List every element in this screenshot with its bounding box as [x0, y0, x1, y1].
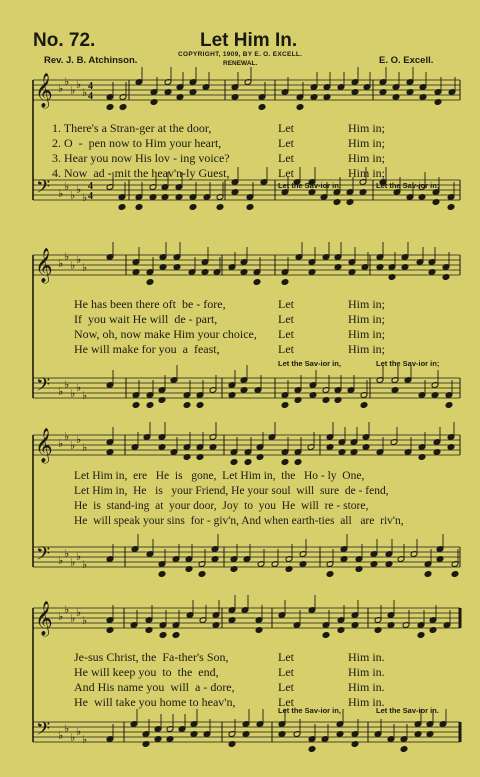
treble-note: [281, 459, 289, 466]
lyric-line: Him in.: [348, 680, 385, 694]
flat-sign: ♭: [64, 76, 70, 88]
bass-note: [132, 402, 140, 409]
flat-sign: ♭: [82, 87, 88, 99]
lyric-line: Let: [278, 312, 294, 326]
flat-sign: ♭: [58, 188, 64, 200]
flat-sign: ♭: [70, 190, 76, 202]
treble-note: [230, 459, 238, 466]
time-signature: 4: [88, 81, 93, 92]
flat-sign: ♭: [58, 611, 64, 623]
refrain-cue: Let the Sav-ior in,: [278, 181, 341, 190]
treble-note: [417, 632, 425, 639]
refrain-cue: Let the Sav-ior in;: [376, 359, 440, 368]
lyric-line: Let: [278, 650, 294, 664]
bass-clef: 𝄢: [36, 375, 51, 400]
lyric-line: 2. O - pen now to Him your heart,: [52, 136, 222, 150]
lyric-line: 1. There's a Stran-ger at the door,: [52, 121, 212, 135]
flat-sign: ♭: [58, 438, 64, 450]
lyric-line: Him in.: [348, 695, 385, 709]
lyric-line: Let Him in, ere He is gone, Let Him in, the Ho - ly One,: [74, 470, 365, 482]
bass-note: [451, 571, 459, 578]
bass-note: [445, 402, 453, 409]
bass-note: [198, 571, 206, 578]
lyric-line: 4. Now ad - mit the heav'n-ly Guest,: [52, 166, 230, 180]
flat-sign: ♭: [70, 388, 76, 400]
lyric-line: Let: [278, 327, 294, 341]
flat-sign: ♭: [82, 615, 88, 627]
bass-note: [189, 204, 197, 211]
bass-note: [196, 402, 204, 409]
lyric-line: Let: [278, 121, 294, 135]
lyric-line: Him in;: [348, 166, 386, 180]
bass-note: [158, 571, 166, 578]
refrain-cue: Let the Sav-ior in.: [376, 706, 439, 715]
flat-sign: ♭: [64, 379, 70, 391]
lyric-line: Now, oh, now make Him your choice,: [74, 327, 257, 341]
flat-sign: ♭: [76, 726, 82, 738]
bass-note: [308, 746, 316, 753]
renewal-notice: RENEWAL.: [223, 60, 258, 67]
treble-clef: 𝄞: [35, 248, 53, 283]
flat-sign: ♭: [82, 192, 88, 204]
composer-credit: E. O. Excell.: [379, 55, 434, 66]
lyric-line: Him in.: [348, 650, 385, 664]
bass-clef: 𝄢: [36, 177, 51, 202]
lyric-line: Let: [278, 342, 294, 356]
flat-sign: ♭: [82, 734, 88, 746]
flat-sign: ♭: [82, 559, 88, 571]
bass-note: [135, 204, 143, 211]
bass-note: [246, 204, 254, 211]
copyright-notice: COPYRIGHT, 1909, BY E. O. EXCELL.: [178, 51, 303, 58]
flat-sign: ♭: [58, 730, 64, 742]
lyric-line: He is stand-ing at your door, Joy to you He will re - store,: [74, 500, 369, 512]
lyric-line: Him in;: [348, 151, 386, 165]
flat-sign: ♭: [70, 260, 76, 272]
refrain-cue: Let the Sav-ior in,: [278, 706, 341, 715]
refrain-cue: Let the Sav-ior in;: [376, 181, 440, 190]
treble-note: [258, 104, 266, 111]
bass-clef: 𝄢: [36, 719, 51, 744]
treble-note: [253, 279, 261, 286]
treble-note: [244, 459, 252, 466]
bass-note: [281, 402, 289, 409]
lyric-line: Let: [278, 297, 294, 311]
treble-note: [296, 104, 304, 111]
flat-sign: ♭: [64, 181, 70, 193]
treble-note: [322, 632, 330, 639]
lyric-line: Let: [278, 151, 294, 165]
lyric-line: Let: [278, 665, 294, 679]
treble-note: [172, 632, 180, 639]
bass-note: [118, 204, 126, 211]
lyric-line: Him in;: [348, 312, 386, 326]
flat-sign: ♭: [82, 390, 88, 402]
bass-note: [447, 204, 455, 211]
bass-note: [424, 571, 432, 578]
flat-sign: ♭: [64, 723, 70, 735]
lyric-line: He will speak your sins for - giv'n, And when earth-ties all are riv'n,: [74, 515, 404, 527]
flat-sign: ♭: [70, 557, 76, 569]
flat-sign: ♭: [76, 434, 82, 446]
bass-note: [360, 402, 368, 409]
hymn-number: No. 72.: [33, 30, 96, 51]
treble-clef: 𝄞: [35, 601, 53, 636]
flat-sign: ♭: [76, 551, 82, 563]
lyric-line: And His name you will a - dore,: [74, 680, 235, 694]
lyric-line: Him in;: [348, 136, 386, 150]
flat-sign: ♭: [70, 440, 76, 452]
flat-sign: ♭: [64, 548, 70, 560]
treble-note: [119, 104, 127, 111]
refrain-cue: Let the Sav-ior in,: [278, 359, 341, 368]
flat-sign: ♭: [64, 604, 70, 616]
treble-note: [294, 459, 302, 466]
flat-sign: ♭: [64, 431, 70, 443]
time-signature: 4: [88, 91, 93, 102]
flat-sign: ♭: [82, 442, 88, 454]
flat-sign: ♭: [64, 251, 70, 263]
bass-note: [183, 402, 191, 409]
flat-sign: ♭: [58, 83, 64, 95]
lyric-line: Let: [278, 136, 294, 150]
flat-sign: ♭: [76, 184, 82, 196]
lyric-line: 3. Hear you now His lov - ing voice?: [52, 151, 230, 165]
bass-note: [216, 204, 224, 211]
author-credit: Rev. J. B. Atchinson.: [44, 55, 138, 66]
treble-note: [281, 279, 289, 286]
flat-sign: ♭: [76, 382, 82, 394]
treble-note: [106, 104, 114, 111]
lyric-line: Je-sus Christ, the Fa-ther's Son,: [74, 650, 229, 664]
flat-sign: ♭: [58, 555, 64, 567]
treble-clef: 𝄞: [35, 73, 53, 108]
flat-sign: ♭: [70, 732, 76, 744]
flat-sign: ♭: [70, 613, 76, 625]
lyric-line: Let: [278, 695, 294, 709]
lyric-line: He will make for you a feast,: [74, 342, 220, 356]
bass-note: [400, 746, 408, 753]
time-signature: 4: [88, 191, 93, 202]
lyric-line: Him in.: [348, 665, 385, 679]
flat-sign: ♭: [82, 262, 88, 274]
treble-clef: 𝄞: [35, 428, 53, 463]
flat-sign: ♭: [76, 79, 82, 91]
flat-sign: ♭: [58, 386, 64, 398]
lyric-line: He will take you home to heav'n,: [74, 695, 236, 709]
bass-note: [146, 402, 154, 409]
bass-clef: 𝄢: [36, 544, 51, 569]
lyric-line: If you wait He will de - part,: [74, 312, 218, 326]
lyric-line: Him in;: [348, 342, 386, 356]
lyric-line: Let: [278, 680, 294, 694]
treble-note: [146, 279, 154, 286]
hymn-title: Let Him In.: [200, 30, 298, 51]
lyric-line: He will keep you to the end,: [74, 665, 219, 679]
lyric-line: He has been there oft be - fore,: [74, 297, 226, 311]
lyric-line: Him in;: [348, 327, 386, 341]
lyric-line: Him in;: [348, 121, 386, 135]
lyric-line: Let: [278, 166, 294, 180]
flat-sign: ♭: [76, 254, 82, 266]
time-signature: 4: [88, 181, 93, 192]
flat-sign: ♭: [76, 607, 82, 619]
lyric-line: Let Him in, He is your Friend, He your soul will sure de - fend,: [74, 485, 389, 497]
lyric-line: Him in;: [348, 297, 386, 311]
flat-sign: ♭: [58, 258, 64, 270]
bass-note: [326, 571, 334, 578]
treble-note: [159, 632, 167, 639]
flat-sign: ♭: [70, 85, 76, 97]
